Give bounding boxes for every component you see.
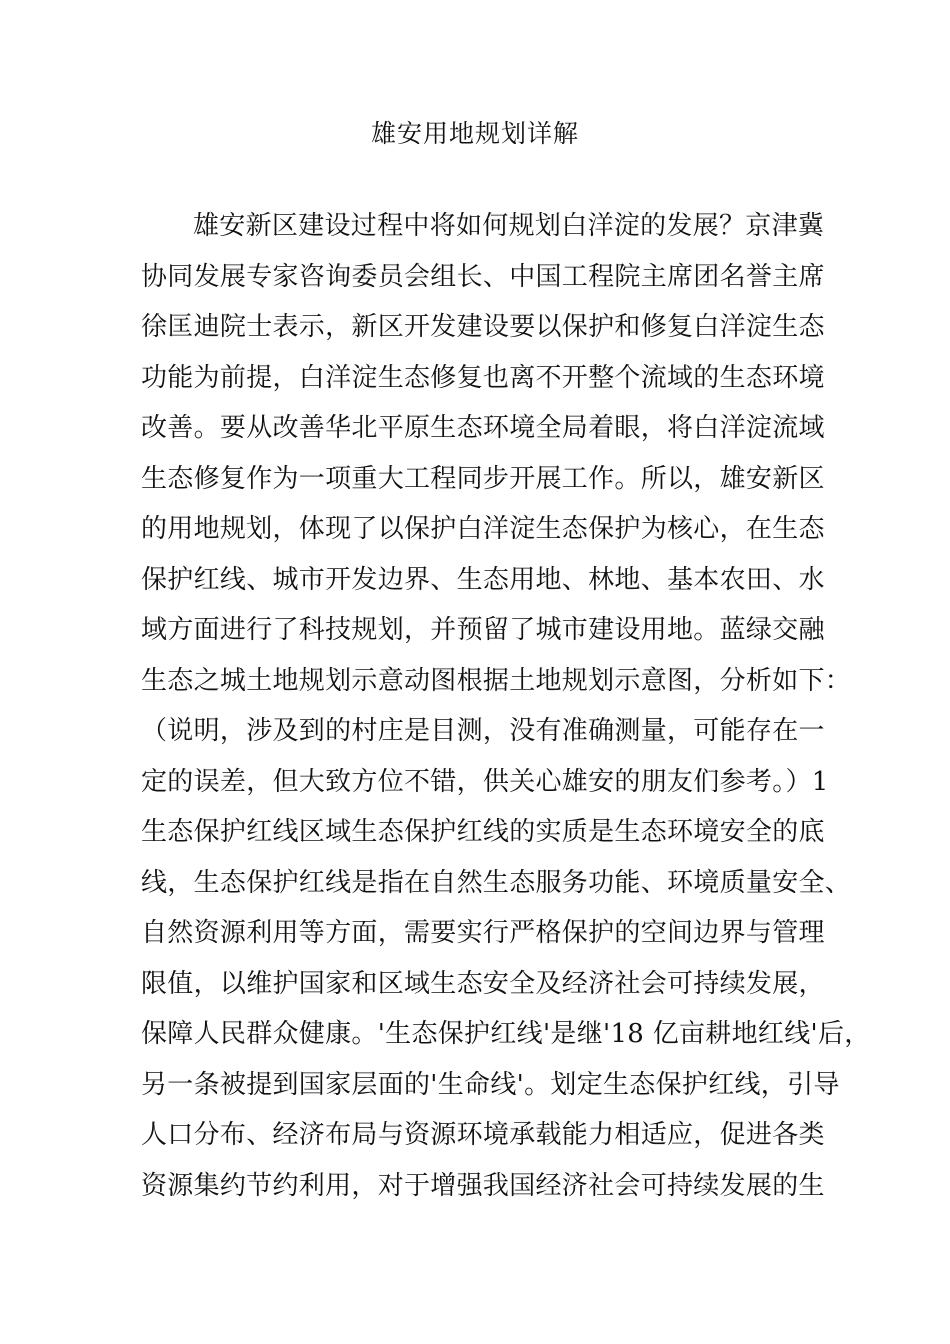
document-body	[141, 201, 871, 1211]
document-title: 雄安用地规划详解	[370, 119, 579, 148]
body-line-2: 协同发展专家咨询委员会组长、中国工程院主席团名誉主席	[141, 261, 825, 292]
body-line-13: 生态保护红线区域生态保护红线的实质是生态环境安全的底	[141, 817, 825, 847]
body-line-9: 域方面进行了科技规划，并预留了城市建设用地。蓝绿交融	[141, 615, 825, 645]
body-line-3: 徐匡迪院士表示，新区开发建设要以保护和修复白洋淀生态	[141, 312, 825, 342]
body-line-18: 另一条被提到国家层面的'生命线'。划定生态保护红线，引导	[141, 1069, 840, 1100]
body-line-8: 保护红线、城市开发边界、生态用地、林地、基本农田、水	[141, 564, 825, 595]
body-line-4: 功能为前提，白洋淀生态修复也离不开整个流域的生态环境	[141, 362, 825, 393]
body-line-16: 限值，以维护国家和区域生态安全及经济社会可持续发展，	[141, 968, 825, 999]
body-line-7: 的用地规划，体现了以保护白洋淀生态保护为核心，在生态	[141, 514, 825, 544]
body-line-20: 资源集约节约利用，对于增强我国经济社会可持续发展的生	[141, 1170, 825, 1201]
body-line-15: 自然资源利用等方面，需要实行严格保护的空间边界与管理	[141, 918, 825, 948]
body-line-17: 保障人民群众健康。'生态保护红线'是继'18 亿亩耕地红线'后，	[141, 1019, 871, 1049]
body-line-14: 线，生态保护红线是指在自然生态服务功能、环境质量安全、	[141, 867, 852, 898]
body-line-1: 雄安新区建设过程中将如何规划白洋淀的发展？京津冀	[193, 211, 825, 241]
body-line-10: 生态之城土地规划示意动图根据土地规划示意图，分析如下：	[141, 665, 852, 696]
body-line-6: 生态修复作为一项重大工程同步开展工作。所以，雄安新区	[141, 463, 825, 494]
body-line-19: 人口分布、经济布局与资源环境承载能力相适应，促进各类	[141, 1120, 825, 1150]
body-line-12: 定的误差，但大致方位不错，供关心雄安的朋友们参考。）1	[141, 766, 829, 797]
body-line-5: 改善。要从改善华北平原生态环境全局着眼，将白洋淀流域	[141, 413, 825, 443]
body-line-11: （说明，涉及到的村庄是目测，没有准确测量，可能存在一	[141, 716, 825, 746]
